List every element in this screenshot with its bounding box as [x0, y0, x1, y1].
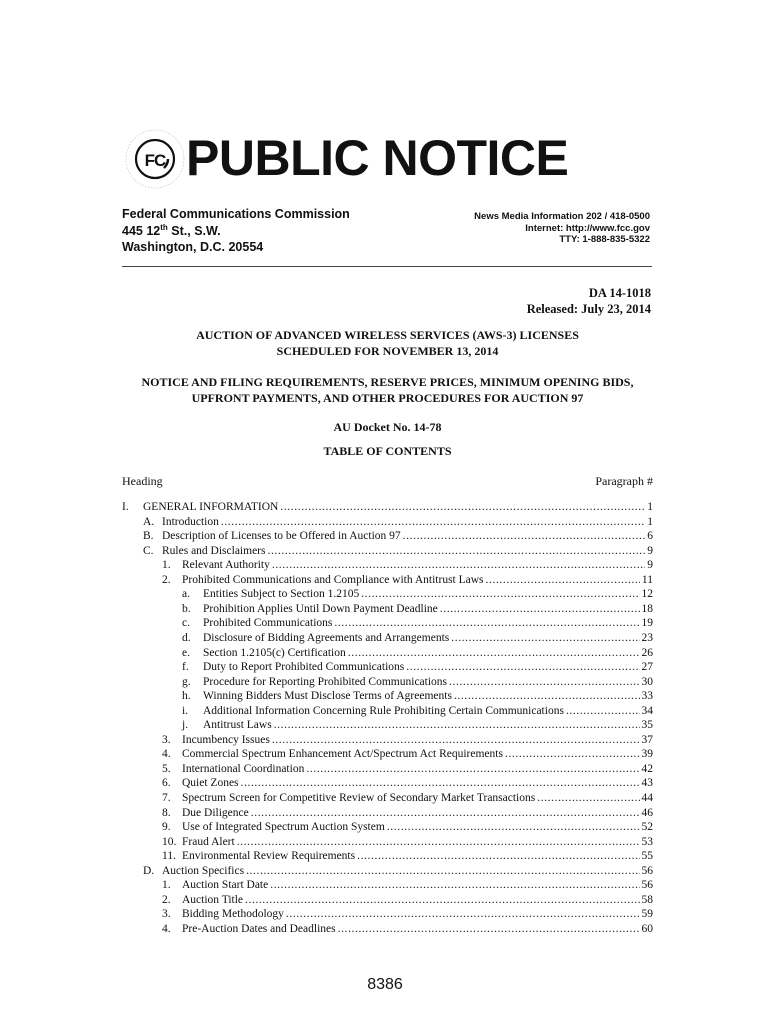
toc-item[interactable] — [203, 675, 653, 690]
toc-leader-dots — [246, 864, 639, 879]
toc-item[interactable] — [182, 733, 653, 748]
toc-leader-dots — [237, 835, 640, 850]
toc-item-label: Antitrust Laws — [203, 719, 272, 732]
toc-item-label: Bidding Methodology — [182, 908, 284, 921]
internet-contact: Internet: http://www.fcc.gov — [525, 222, 650, 234]
toc-item-page: 56 — [641, 864, 653, 877]
toc-item-page: 55 — [641, 850, 653, 863]
toc-column-paragraph: Paragraph # — [595, 474, 653, 488]
toc-item-label: GENERAL INFORMATION — [143, 501, 279, 513]
toc-item-number: 1. — [162, 559, 171, 572]
toc-item[interactable] — [182, 776, 653, 791]
toc-item-label: Due Diligence — [182, 806, 249, 819]
toc-item-label: Auction Start Date — [182, 879, 269, 892]
toc-item[interactable] — [182, 747, 653, 762]
toc-item-label: Incumbency Issues — [182, 733, 270, 746]
toc-item[interactable] — [182, 835, 653, 850]
toc-title: TABLE OF CONTENTS — [323, 444, 452, 458]
toc-item-page: 26 — [641, 646, 653, 659]
toc-item-label: Introduction — [162, 515, 219, 528]
toc-leader-dots — [348, 646, 640, 661]
toc-item-label: Environmental Review Requirements — [182, 850, 356, 863]
toc-item-page: 1 — [647, 501, 653, 513]
toc-item[interactable] — [203, 602, 653, 617]
toc-item-number: 1. — [162, 879, 171, 892]
docket-number: AU Docket No. 14-78 — [333, 420, 442, 434]
toc-leader-dots — [274, 718, 640, 733]
toc-item[interactable] — [203, 704, 653, 719]
toc-item-label: Section 1.2105(c) Certification — [203, 646, 346, 659]
toc-leader-dots — [537, 791, 639, 806]
toc-item-number: e. — [182, 646, 190, 659]
toc-item-number: 10. — [162, 835, 177, 848]
toc-item-number: j. — [182, 719, 189, 732]
toc-leader-dots — [361, 587, 639, 602]
toc-item-label: Prohibited Communications — [203, 617, 333, 630]
toc-leader-dots — [451, 631, 639, 646]
fcc-seal-icon — [124, 128, 186, 190]
toc-leader-dots — [505, 747, 640, 762]
toc-item-number: 11. — [162, 850, 176, 863]
toc-item-label: Procedure for Reporting Prohibited Communications — [203, 675, 448, 688]
toc-item-page: 27 — [641, 661, 653, 674]
toc-item-number: 3. — [162, 908, 171, 921]
toc-item[interactable] — [182, 849, 653, 864]
toc-leader-dots — [306, 762, 639, 777]
toc-item-page: 60 — [641, 922, 653, 935]
toc-item-number: C. — [143, 544, 154, 557]
toc-item-page: 39 — [641, 748, 653, 761]
tty-contact: TTY: 1-888-835-5322 — [559, 234, 650, 245]
toc-item[interactable] — [203, 646, 653, 661]
toc-leader-dots — [338, 922, 640, 937]
toc-item[interactable] — [203, 718, 653, 733]
toc-item[interactable] — [162, 864, 653, 879]
toc-item-page: 23 — [641, 631, 653, 644]
toc-item-label: Pre-Auction Dates and Deadlines — [182, 922, 336, 935]
toc-item[interactable] — [182, 806, 653, 821]
toc-item[interactable] — [182, 762, 653, 777]
toc-item-number: 7. — [162, 792, 171, 804]
toc-item-label: Duty to Report Prohibited Communications — [203, 661, 405, 674]
toc-item-page: 34 — [641, 704, 653, 717]
toc-item-label: Prohibition Applies Until Down Payment Deadline — [203, 602, 438, 615]
toc-item[interactable] — [182, 907, 653, 922]
toc-item-number: 5. — [162, 762, 171, 775]
agency-city: Washington, D.C. 20554 — [122, 240, 264, 254]
toc-item-number: 2. — [162, 573, 171, 586]
toc-item-page: 9 — [647, 559, 653, 572]
toc-item-number: 3. — [162, 733, 171, 746]
toc-item-number: c. — [182, 617, 190, 630]
toc-leader-dots — [221, 515, 645, 530]
toc-item-label: International Coordination — [182, 762, 305, 775]
toc-item-page: 30 — [641, 675, 653, 688]
document-title: AUCTION OF ADVANCED WIRELESS SERVICES (AWS-3) LICENSES SCHEDULED FOR NOVEMBER 13, 2014 — [196, 328, 579, 358]
toc-item-page: 37 — [641, 733, 653, 746]
toc-item-label: Prohibited Communications and Compliance with Antitrust Laws — [182, 573, 484, 586]
toc-leader-dots — [241, 776, 640, 791]
toc-item-label: Fraud Alert — [182, 835, 235, 848]
toc-item-page: 53 — [641, 835, 653, 848]
svg-text:FC: FC — [144, 151, 166, 170]
toc-item-page: 56 — [641, 879, 653, 892]
toc-item[interactable] — [182, 558, 653, 573]
toc-item[interactable] — [182, 922, 653, 937]
toc-item-label: Spectrum Screen for Competitive Review of Secondary Market Transactions — [182, 792, 536, 804]
toc-item-label: Rules and Disclaimers — [162, 544, 266, 557]
toc-item-number: 6. — [162, 777, 171, 790]
toc-leader-dots — [267, 544, 645, 559]
toc-item-page: 9 — [647, 544, 653, 557]
toc-leader-dots — [272, 558, 645, 573]
toc-item-number: I. — [122, 501, 129, 513]
toc-item-number: i. — [182, 704, 189, 717]
toc-item[interactable] — [182, 878, 653, 893]
toc-leader-dots — [357, 849, 639, 864]
contact-info — [474, 211, 650, 246]
toc-item-label: Description of Licenses to be Offered in Auction 97 — [162, 530, 401, 543]
toc-item[interactable] — [203, 587, 653, 602]
toc-leader-dots — [245, 893, 639, 908]
toc-item-label: Additional Information Concerning Rule Prohibiting Certain Communications — [203, 704, 564, 717]
toc-item-number: h. — [182, 690, 191, 703]
agency-street: 445 12th St., S.W. — [122, 222, 221, 238]
toc-item-number: f. — [182, 661, 189, 674]
toc-item-number: a. — [182, 588, 190, 601]
toc-leader-dots — [403, 529, 646, 544]
toc-item-label: Winning Bidders Must Disclose Terms of Agreements — [203, 690, 452, 703]
toc-item-label: Auction Title — [182, 893, 244, 906]
toc-leader-dots — [449, 675, 639, 690]
toc-item-page: 46 — [641, 806, 653, 819]
toc-item-page: 11 — [641, 573, 653, 586]
page-title: PUBLIC NOTICE — [186, 130, 569, 186]
toc-item[interactable] — [182, 820, 653, 835]
toc-item-label: Use of Integrated Spectrum Auction System — [182, 821, 385, 834]
toc-item-number: 4. — [162, 748, 171, 761]
toc-item-page: 35 — [641, 719, 653, 732]
toc-item[interactable] — [162, 544, 653, 559]
toc-item-page: 19 — [641, 617, 653, 630]
toc-item[interactable] — [143, 500, 653, 515]
toc-item-label: Entities Subject to Section 1.2105 — [203, 588, 360, 601]
toc-leader-dots — [454, 689, 640, 704]
toc-item-page: 12 — [641, 588, 653, 601]
release-date: Released: July 23, 2014 — [526, 302, 651, 316]
toc-item-number: d. — [182, 631, 191, 644]
document-identifier — [527, 285, 651, 317]
header-divider — [122, 266, 652, 267]
toc-item-number: A. — [143, 515, 155, 528]
toc-item-number: 2. — [162, 893, 171, 906]
toc-item[interactable] — [182, 791, 653, 806]
toc-item-page: 6 — [647, 530, 653, 543]
toc-item-number: b. — [182, 602, 191, 615]
toc-item[interactable] — [203, 631, 653, 646]
toc-leader-dots — [566, 704, 640, 719]
toc-item-label: Commercial Spectrum Enhancement Act/Spectrum Act Requirements — [182, 748, 503, 761]
toc-item-page: 43 — [641, 777, 653, 790]
toc-item-page: 52 — [641, 821, 653, 834]
toc-leader-dots — [486, 573, 640, 588]
toc-item-label: Relevant Authority — [182, 559, 270, 572]
toc-leader-dots — [440, 602, 640, 617]
toc-item[interactable] — [203, 660, 653, 675]
toc-item-page: 1 — [647, 515, 653, 528]
toc-item-page: 59 — [641, 908, 653, 921]
toc-item-page: 33 — [641, 690, 653, 703]
toc-item[interactable] — [162, 515, 653, 530]
toc-item-label: Quiet Zones — [182, 777, 239, 790]
media-contact: News Media Information 202 / 418-0500 — [474, 211, 650, 222]
toc-item-number: 9. — [162, 821, 171, 834]
toc-item-number: 4. — [162, 922, 171, 935]
toc-item[interactable] — [182, 893, 653, 908]
toc-item-page: 42 — [641, 762, 653, 775]
toc-leader-dots — [272, 733, 640, 748]
toc-leader-dots — [286, 907, 640, 922]
page-number: 8386 — [367, 976, 403, 993]
toc-item-number: D. — [143, 864, 155, 877]
toc-leader-dots — [280, 500, 645, 515]
toc-item[interactable] — [203, 689, 653, 704]
toc-item[interactable] — [203, 616, 653, 631]
toc-leader-dots — [270, 878, 639, 893]
document-subtitle: NOTICE AND FILING REQUIREMENTS, RESERVE PRICES, MINIMUM OPENING BIDS, UPFRONT PAYMENTS, AND OTHER PROCEDURES FOR AUCTION 97 — [141, 375, 634, 405]
agency-address — [122, 206, 350, 256]
agency-name: Federal Communications Commission — [122, 207, 350, 221]
toc-column-heading: Heading — [122, 474, 163, 488]
toc-item-number: 8. — [162, 806, 171, 819]
toc-item[interactable] — [162, 529, 653, 544]
toc-leader-dots — [387, 820, 640, 835]
toc-leader-dots — [251, 806, 640, 821]
da-number: DA 14-1018 — [588, 286, 651, 300]
toc-item[interactable] — [182, 573, 653, 588]
toc-item-page: 44 — [641, 792, 653, 804]
toc-item-page: 18 — [641, 602, 653, 615]
toc-item-label: Disclosure of Bidding Agreements and Arrangements — [203, 631, 450, 644]
toc-leader-dots — [334, 616, 639, 631]
toc-item-number: g. — [182, 675, 191, 688]
toc-item-page: 58 — [641, 893, 653, 906]
toc-leader-dots — [406, 660, 639, 675]
toc-item-label: Auction Specifics — [162, 864, 245, 877]
toc-item-number: B. — [143, 530, 154, 543]
